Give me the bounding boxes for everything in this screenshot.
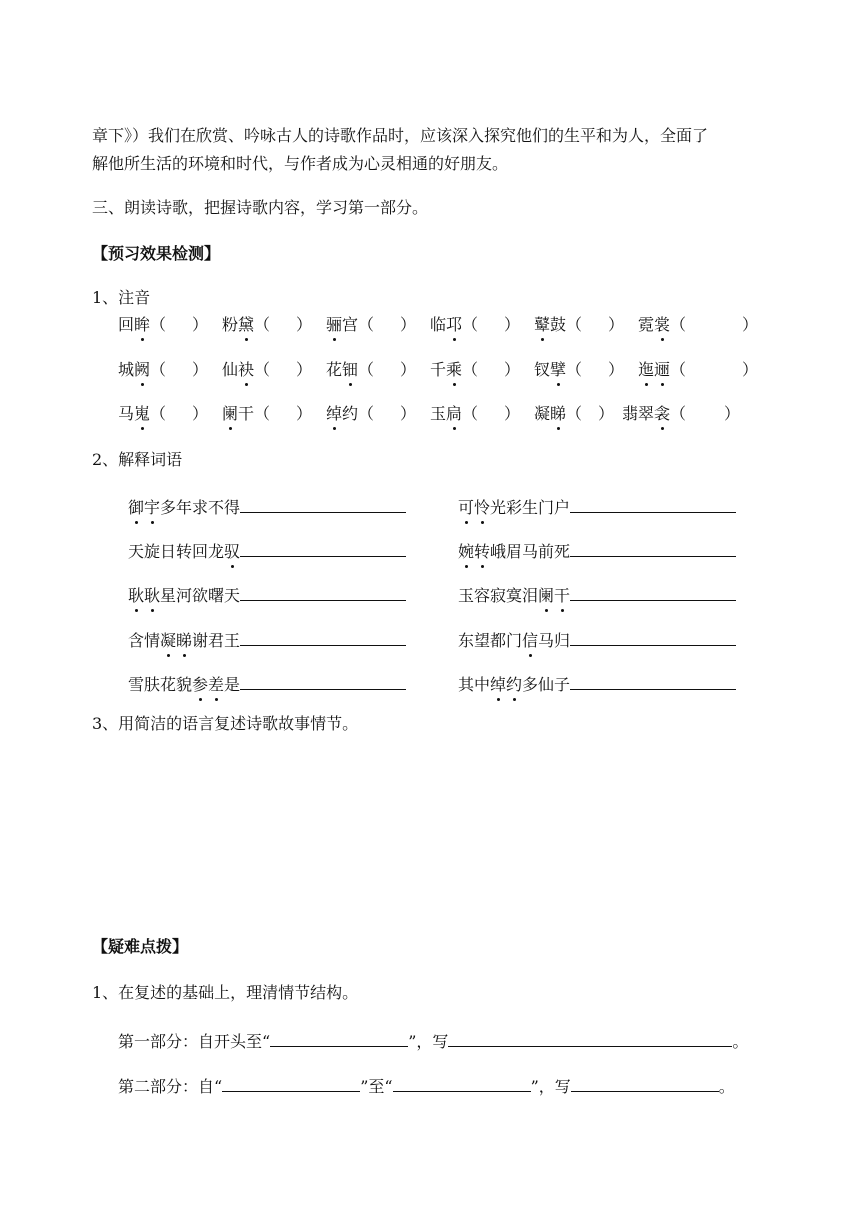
pinyin-item: 粉黛（ ） xyxy=(222,315,313,334)
part-2-blank-a[interactable] xyxy=(222,1074,360,1092)
part-1-line xyxy=(118,1029,748,1052)
pinyin-item: 绰约（ ） xyxy=(326,404,417,423)
intro-line-2: 解他所生活的环境和时代，与作者成为心灵相通的好朋友。 xyxy=(92,154,509,173)
explain-item: 耿耿星河欲曙天 xyxy=(128,583,406,606)
question-1-title: 1、注音 xyxy=(92,288,151,307)
part-2-blank-c[interactable] xyxy=(571,1074,719,1092)
difficulty-1-title: 1、在复述的基础上，理清情节结构。 xyxy=(92,983,359,1002)
explain-item: 可怜光彩生门户 xyxy=(458,495,736,518)
part-2-line xyxy=(118,1074,735,1097)
pinyin-item: 玉扃（ ） xyxy=(430,404,521,423)
part-2-label: 第二部分：自“ xyxy=(118,1077,223,1096)
explain-item: 御宇多年求不得 xyxy=(128,495,406,518)
pinyin-item: 千乘（ ） xyxy=(430,360,521,379)
question-3-title: 3、用简洁的语言复述诗歌故事情节。 xyxy=(92,714,359,733)
part-2-mid: ”至“ xyxy=(360,1077,393,1096)
pinyin-item: 霓裳（ ） xyxy=(638,315,759,334)
explain-item: 婉转峨眉马前死 xyxy=(458,539,736,562)
explain-item: 其中绰约多仙子 xyxy=(458,672,736,695)
pinyin-item: 鼙鼓（ ） xyxy=(534,315,625,334)
explain-item: 玉容寂寞泪阑干 xyxy=(458,583,736,606)
pinyin-item: 花钿（ ） xyxy=(326,360,417,379)
part-1-label: 第一部分：自开头至“ xyxy=(118,1032,271,1051)
pinyin-item: 迤逦（ ） xyxy=(638,360,759,379)
explain-item: 含情凝睇谢君王 xyxy=(128,628,406,651)
part-1-end: 。 xyxy=(732,1032,749,1051)
part-1-mid: ”，写 xyxy=(408,1032,449,1051)
part-2-end: 。 xyxy=(718,1077,735,1096)
pinyin-item: 阑干（ ） xyxy=(222,404,313,423)
part-1-blank-a[interactable] xyxy=(270,1029,408,1047)
preview-check-heading: 【预习效果检测】 xyxy=(92,244,221,263)
pinyin-item: 骊宫（ ） xyxy=(326,315,417,334)
intro-line-1: 章下》）我们在欣赏、吟咏古人的诗歌作品时，应该深入探究他们的生平和为人，全面了 xyxy=(92,126,709,145)
explain-item: 东望都门信马归 xyxy=(458,628,736,651)
pinyin-item: 城阙（ ） xyxy=(118,360,209,379)
pinyin-item: 凝睇（ ） xyxy=(534,404,615,423)
explain-item: 天旋日转回龙驭 xyxy=(128,539,406,562)
part-2-mid-2: ”，写 xyxy=(530,1077,571,1096)
pinyin-item: 钗擘（ ） xyxy=(534,360,625,379)
part-2-blank-b[interactable] xyxy=(393,1074,531,1092)
difficulty-heading: 【疑难点拨】 xyxy=(92,937,189,956)
pinyin-item: 回眸（ ） xyxy=(118,315,209,334)
pinyin-item: 临邛（ ） xyxy=(430,315,521,334)
section-3-heading: 三、朗读诗歌，把握诗歌内容，学习第一部分。 xyxy=(92,198,429,217)
part-1-blank-b[interactable] xyxy=(448,1029,732,1047)
question-2-title: 2、解释词语 xyxy=(92,450,183,469)
pinyin-item: 马嵬（ ） xyxy=(118,404,209,423)
pinyin-item: 仙袂（ ） xyxy=(222,360,313,379)
explain-item: 雪肤花貌参差是 xyxy=(128,672,406,695)
pinyin-item: 翡翠衾（ ） xyxy=(622,404,741,423)
